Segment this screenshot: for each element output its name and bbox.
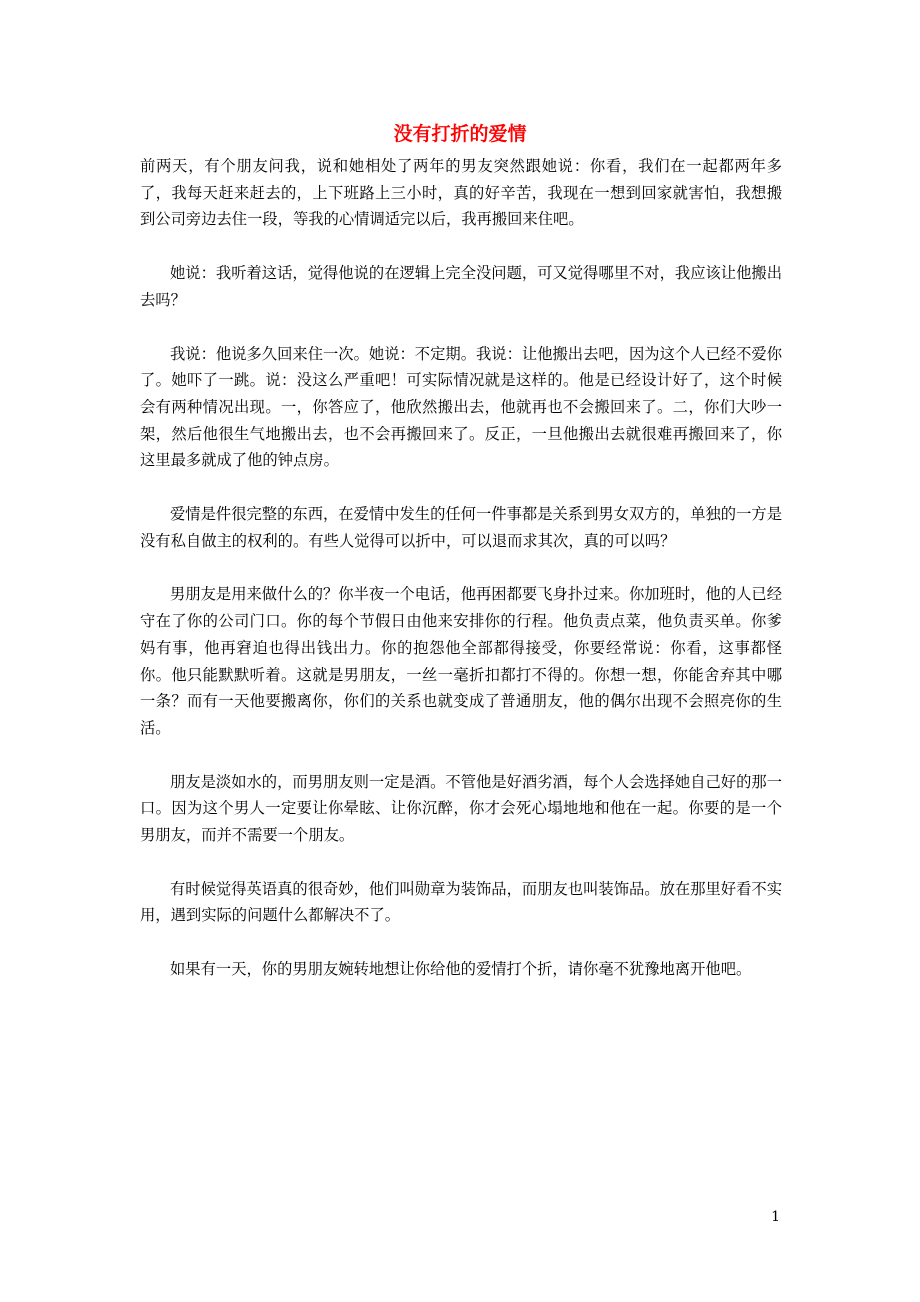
paragraph: 前两天，有个朋友问我，说和她相处了两年的男友突然跟她说：你看，我们在一起都两年多了，我每天赶来赶去的，上下班路上三小时，真的好辛苦，我现在一想到回家就害怕，我想搬到公司旁边去住一段，等我的心情调适完以后，我再搬回来住吧。 <box>140 157 782 229</box>
paragraph: 朋友是淡如水的，而男朋友则一定是酒。不管他是好酒劣酒，每个人会选择她自己好的那一口。因为这个男人一定要让你晕眩、让你沉醉，你才会死心塌地地和他在一起。你要的是一个男朋友，而并不需要一个朋友。 <box>140 772 782 845</box>
paragraph: 有时候觉得英语真的很奇妙，他们叫勋章为装饰品，而朋友也叫装饰品。放在那里好看不实用，遇到实际的问题什么都解决不了。 <box>140 879 782 925</box>
paragraph: 她说：我听着这话，觉得他说的在逻辑上完全没问题，可又觉得哪里不对，我应该让他搬出去吗？ <box>140 264 782 309</box>
page-number: 1 <box>771 1209 780 1225</box>
paragraph: 男朋友是用来做什么的？你半夜一个电话，他再困都要飞身扑过来。你加班时，他的人已经守在了你的公司门口。你的每个节假日由他来安排你的行程。他负责点菜，他负责买单。你爹妈有事，他再窘迫也得出钱出力。你的抱怨他全部都得接受，你要经常说：你看，这事都怪你。他只能默默听着。这就是男朋友，一丝一毫折扣都打不得的。你想一想，你能舍弃其中哪一条？而有一天他要搬离你，你们的关系也就变成了普通朋友，他的偶尔出现不会照亮你的生活。 <box>140 585 782 737</box>
document-title: 没有打折的爱情 <box>393 123 527 145</box>
document-body <box>140 153 782 1010</box>
paragraph: 爱情是件很完整的东西，在爱情中发生的任何一件事都是关系到男女双方的，单独的一方是没有私自做主的权利的。有些人觉得可以折中，可以退而求其次，真的可以吗？ <box>140 505 782 550</box>
paragraph: 如果有一天，你的男朋友婉转地想让你给他的爱情打个折，请你毫不犹豫地离开他吧。 <box>170 960 752 979</box>
paragraph: 我说：他说多久回来住一次。她说：不定期。我说：让他搬出去吧，因为这个人已经不爱你了。她吓了一跳。说：没这么严重吧！可实际情况就是这样的。他是已经设计好了，这个时候会有两种情况出现。一，你答应了，他欣然搬出去，他就再也不会搬回来了。二，你们大吵一架，然后他很生气地搬出去，也不会再搬回来了。反正，一旦他搬出去就很难再搬回来了，你这里最多就成了他的钟点房。 <box>140 344 782 470</box>
